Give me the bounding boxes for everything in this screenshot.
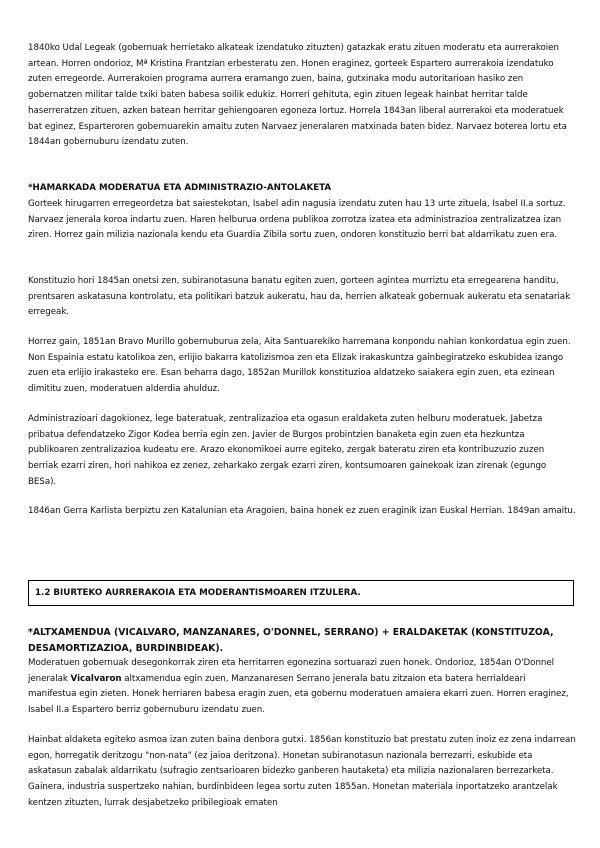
heading-hamarkada-moderatua: *HAMARKADA MODERATUA ETA ADMINISTRAZIO-ANTOLAKETA bbox=[28, 183, 332, 193]
section-title-box bbox=[28, 580, 574, 606]
paragraph-gerra-karlista: 1846an Gerra Karlista berpiztu zen Katalunian eta Aragoien, baina honek ez zuen eraginik izan Euskal Herrian. 1849an amaitu. bbox=[28, 506, 576, 516]
paragraph-konkordatua: Horrez gain, 1851an Bravo Murillo gobernuburua zela, Aita Santuarekiko harremana konpondu nahian konkordatua egin zuen. Non Espainia estatu katolikoa zen, erlijio bakarra katolizismoa zen eta Elizak irakaskuntza gainbegiratzeko eskubidea izango zuen eta erlijio irakasteko ere. Esan beharra dago, 1852an Murillok konstituzioa aldatzeko saiakera egin zuen, eta ezinean dimititu zuen, moderatuen alderdia ahulduz. bbox=[28, 337, 571, 395]
bold-term-vicalvaron: Vicalvaron bbox=[70, 673, 122, 684]
paragraph-administrazioa: Administrazioari dagokionez, lege bateratuak, zentralizazioa eta ogasun eraldaketa zuten helburu moderatuek. Jabetza pribatua defendatzeko Zigor Kodea berria egin zen. Javier de Burgos probintzien banaketa egin zuen eta hezkuntza publikoaren zentralizazioa kudeatu ere. Arazo ekonomikoei aurre egiteko, zergak bateratu ziren eta kontribuzuzio zuzen berriak ezarri ziren, hori nahikoa ez zenez, zeharkako zergak ezarri ziren, kontsumoaren gainekoak izan zirenak (egungo BESa). bbox=[28, 414, 547, 487]
paragraph-konstituzioa-1845: Konstituzio hori 1845an onetsi zen, subiranotasuna banatu egiten zuen, gorteen agintea murriztu eta erregearena handitu, prentsaren askatasuna kontrolatu, eta politikari batzuk aukeratu, hau da, herrien alkateak gobernuak aukeratu eta senatariak erregeak. bbox=[28, 276, 571, 318]
paragraph-biurteko-aldaketak: Hainbat aldaketa egiteko asmoa izan zuten baina denbora gutxi. 1856an konstituzio bat prestatu zuten inoiz ez zena indarrean egon, horregatik deritzogu "non-nata" (ez jaioa deritzona). Honetan subiranotasun nazionala berrezarri, eskubide eta askatasun zabalak aldarrikatu (sufragio zentsarioaren bidezko ganberen hautaketa) eta milizia nazionalaren berrezarketa. Gainera, industria suspertzeko nahian, burdinbideen legea sortu zuten 1855an. Honetan materiala inportatzeko arantzelak kentzen zituzten, lurrak desjabetzeko pribilegioak ematen bbox=[28, 735, 576, 808]
heading-altxamendua: *ALTXAMENDUA (VICALVARO, MANZANARES, O'DONNEL, SERRANO) + ERALDAKETAK (KONSTITUZOA, DESAMORTIZAZIOA, BURDINBIDEAK). bbox=[28, 627, 554, 654]
section-title: 1.2 BIURTEKO AURRERAKOIA ETA MODERANTISMOAREN ITZULERA. bbox=[35, 588, 361, 598]
paragraph-moderatuen-gobernuak bbox=[28, 656, 576, 719]
paragraph-isabel-adin-nagusia: Gorteek hirugarren erregeordetza bat saiestekotan, Isabel adin nagusia izendatu zuten hau 13 urte zituela, Isabel II.a sortuz. Narvaez jenerala koroa indartu zuen. Haren helburua ordena publikoa zorrotza izatea eta administrazioa zentralizatzea izan ziren. Horrez gain milizia nazionala kendu eta Guardia Zibila sortu zuen, ondoren konstituzio berri bat aldarrikatu zuen era. bbox=[28, 199, 566, 241]
paragraph-udal-legeak: 1840ko Udal Legeak (gobernuak herrietako alkateak izendatuko zituzten) gatazkak eratu zituen moderatu eta aurrerakoien artean. Horren ondorioz, Mª Kristina Frantzian erbesteratu zen. Honen eraginez, gorteek Espartero aurrerakoia izendatuko zuten erregeorde. Aurrerakoien programa aurrera eramango zuen, baina, gutxinaka modu autoritarioan hasiko zen gobernatzen militar talde txiki baten babesa soilik edukiz. Horreri gehituta, egin zituen legeak hainbat herritar talde haserreratzen zituen, azken batean herritar gehiengoaren egoneza lortuz. Horrela 1843an liberal aurrerakoi eta moderatuek bat eginez, Esparteroren gobernuarekin amaitu zuten Narvaez jeneralaren matxinada baten bidez. Narvaez boterea lortu eta 1844an gobernuburu izendatu zuten. bbox=[28, 43, 567, 148]
paragraph-text: Moderatuen gobernuak desegonkorrak ziren eta herritarren egonezina sortuarazi zuen honek. Ondorioz, 1854an O'Donnel jeneralak bbox=[28, 658, 555, 684]
paragraph-text: altxamendua egin zuen, Manzanaresen Serrano jenerala batu zitzaion eta batera herrialdeari manifestua egin zieten. Honek herriaren babesa eragin zuen, eta gobernu moderatuen amaiera ekarri zuen. Horren eraginez, Isabel II.a Espartero berriz gobernuburu izendatu zuen. bbox=[28, 673, 569, 716]
